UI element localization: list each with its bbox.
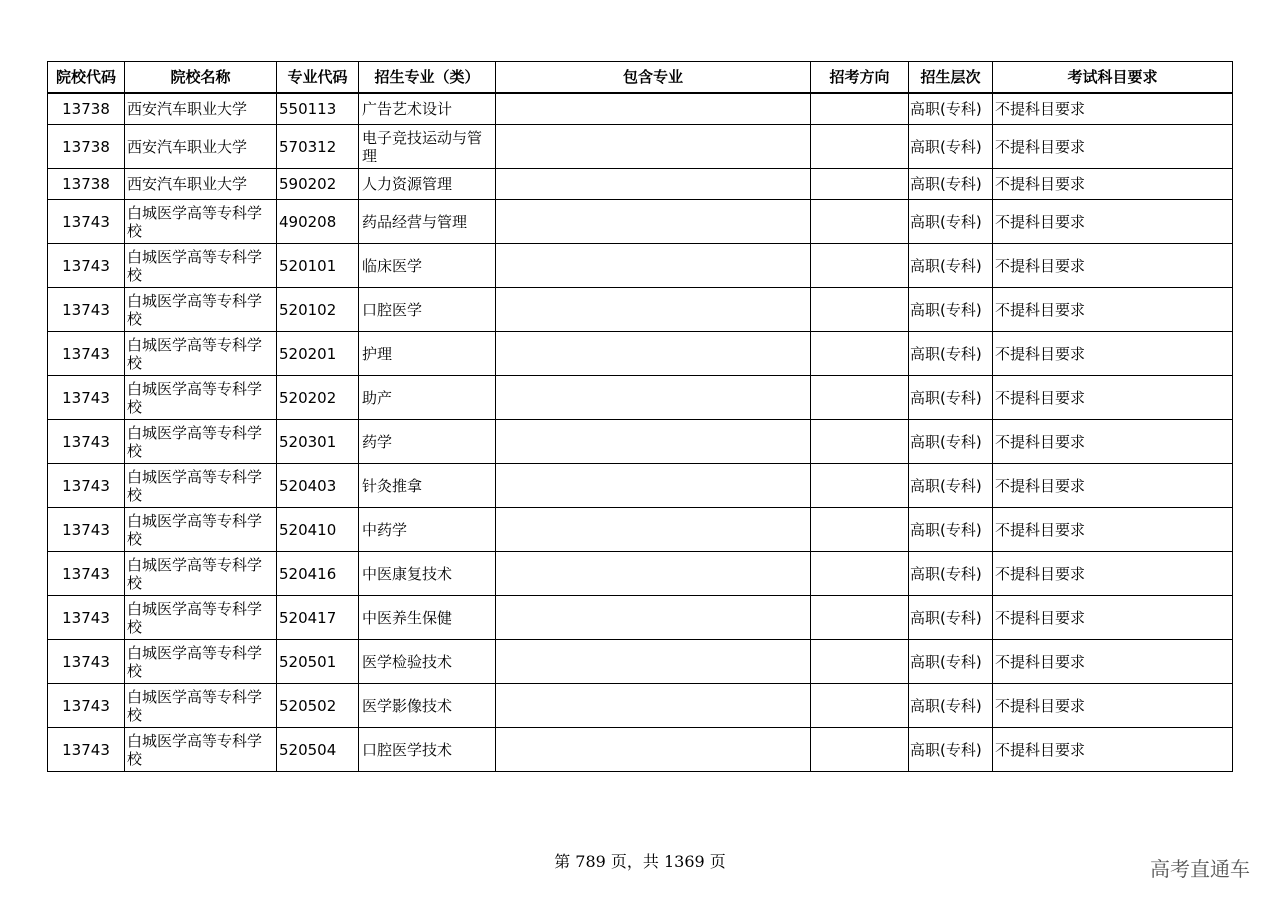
cell-school-name: 西安汽车职业大学 <box>125 93 277 125</box>
cell-major: 人力资源管理 <box>359 169 496 200</box>
table-row <box>48 508 1233 552</box>
cell-subjects: 不提科目要求 <box>993 200 1233 244</box>
cell-major: 药学 <box>359 420 496 464</box>
cell-major: 口腔医学技术 <box>359 728 496 772</box>
cell-subjects: 不提科目要求 <box>993 169 1233 200</box>
table-row <box>48 169 1233 200</box>
cell-school-code: 13743 <box>48 332 125 376</box>
cell-level: 高职(专科) <box>909 200 993 244</box>
cell-level: 高职(专科) <box>909 420 993 464</box>
cell-included-majors <box>496 332 811 376</box>
cell-included-majors <box>496 640 811 684</box>
cell-subjects: 不提科目要求 <box>993 376 1233 420</box>
cell-direction <box>811 332 909 376</box>
table-row <box>48 332 1233 376</box>
cell-subjects: 不提科目要求 <box>993 684 1233 728</box>
table-row <box>48 464 1233 508</box>
cell-level: 高职(专科) <box>909 596 993 640</box>
cell-major: 广告艺术设计 <box>359 93 496 125</box>
cell-direction <box>811 376 909 420</box>
table-row <box>48 420 1233 464</box>
cell-school-code: 13743 <box>48 640 125 684</box>
cell-direction <box>811 596 909 640</box>
cell-subjects: 不提科目要求 <box>993 552 1233 596</box>
cell-major-code: 520101 <box>277 244 359 288</box>
cell-school-name: 西安汽车职业大学 <box>125 169 277 200</box>
cell-major-code: 570312 <box>277 125 359 169</box>
table-row <box>48 640 1233 684</box>
header-school-name: 院校名称 <box>125 62 277 94</box>
cell-level: 高职(专科) <box>909 640 993 684</box>
table-row <box>48 728 1233 772</box>
cell-school-code: 13743 <box>48 420 125 464</box>
cell-school-code: 13743 <box>48 200 125 244</box>
header-level: 招生层次 <box>909 62 993 94</box>
cell-school-name: 白城医学高等专科学校 <box>125 596 277 640</box>
cell-major: 助产 <box>359 376 496 420</box>
cell-level: 高职(专科) <box>909 288 993 332</box>
cell-direction <box>811 420 909 464</box>
cell-major: 针灸推拿 <box>359 464 496 508</box>
cell-school-code: 13743 <box>48 376 125 420</box>
header-major-code: 专业代码 <box>277 62 359 94</box>
cell-major-code: 520416 <box>277 552 359 596</box>
cell-school-name: 白城医学高等专科学校 <box>125 728 277 772</box>
cell-school-name: 白城医学高等专科学校 <box>125 640 277 684</box>
cell-included-majors <box>496 376 811 420</box>
header-school-code: 院校代码 <box>48 62 125 94</box>
table-row <box>48 684 1233 728</box>
cell-subjects: 不提科目要求 <box>993 464 1233 508</box>
header-included-majors: 包含专业 <box>496 62 811 94</box>
cell-major-code: 520501 <box>277 640 359 684</box>
cell-level: 高职(专科) <box>909 93 993 125</box>
cell-school-code: 13743 <box>48 464 125 508</box>
cell-subjects: 不提科目要求 <box>993 640 1233 684</box>
cell-major: 医学检验技术 <box>359 640 496 684</box>
cell-subjects: 不提科目要求 <box>993 420 1233 464</box>
cell-included-majors <box>496 508 811 552</box>
cell-direction <box>811 728 909 772</box>
table-row <box>48 376 1233 420</box>
cell-direction <box>811 93 909 125</box>
cell-school-code: 13743 <box>48 684 125 728</box>
table-row <box>48 125 1233 169</box>
cell-subjects: 不提科目要求 <box>993 244 1233 288</box>
header-major: 招生专业（类） <box>359 62 496 94</box>
cell-major-code: 520504 <box>277 728 359 772</box>
cell-school-name: 白城医学高等专科学校 <box>125 464 277 508</box>
cell-major-code: 520202 <box>277 376 359 420</box>
table-row <box>48 93 1233 125</box>
table-row <box>48 244 1233 288</box>
cell-level: 高职(专科) <box>909 552 993 596</box>
cell-school-name: 白城医学高等专科学校 <box>125 288 277 332</box>
cell-major-code: 520403 <box>277 464 359 508</box>
cell-major: 电子竞技运动与管理 <box>359 125 496 169</box>
cell-direction <box>811 684 909 728</box>
cell-included-majors <box>496 684 811 728</box>
cell-direction <box>811 288 909 332</box>
cell-school-name: 白城医学高等专科学校 <box>125 420 277 464</box>
cell-level: 高职(专科) <box>909 464 993 508</box>
cell-included-majors <box>496 596 811 640</box>
cell-subjects: 不提科目要求 <box>993 93 1233 125</box>
cell-school-code: 13743 <box>48 596 125 640</box>
cell-school-code: 13743 <box>48 288 125 332</box>
cell-included-majors <box>496 169 811 200</box>
cell-major-code: 520417 <box>277 596 359 640</box>
cell-subjects: 不提科目要求 <box>993 332 1233 376</box>
cell-school-name: 白城医学高等专科学校 <box>125 244 277 288</box>
cell-school-name: 白城医学高等专科学校 <box>125 552 277 596</box>
cell-school-code: 13743 <box>48 244 125 288</box>
cell-school-name: 白城医学高等专科学校 <box>125 376 277 420</box>
cell-school-code: 13743 <box>48 508 125 552</box>
cell-major: 中医养生保健 <box>359 596 496 640</box>
cell-school-code: 13738 <box>48 169 125 200</box>
cell-subjects: 不提科目要求 <box>993 508 1233 552</box>
cell-school-code: 13738 <box>48 93 125 125</box>
cell-level: 高职(专科) <box>909 332 993 376</box>
cell-major: 临床医学 <box>359 244 496 288</box>
table-row <box>48 552 1233 596</box>
cell-subjects: 不提科目要求 <box>993 288 1233 332</box>
cell-included-majors <box>496 464 811 508</box>
cell-direction <box>811 169 909 200</box>
cell-included-majors <box>496 125 811 169</box>
cell-school-code: 13738 <box>48 125 125 169</box>
cell-subjects: 不提科目要求 <box>993 125 1233 169</box>
header-direction: 招考方向 <box>811 62 909 94</box>
page-number: 第 789 页，共 1369 页 <box>554 852 726 871</box>
cell-level: 高职(专科) <box>909 169 993 200</box>
table-row <box>48 200 1233 244</box>
cell-major: 中药学 <box>359 508 496 552</box>
watermark: 高考直通车 <box>1150 857 1250 881</box>
cell-school-name: 白城医学高等专科学校 <box>125 332 277 376</box>
cell-included-majors <box>496 93 811 125</box>
cell-school-code: 13743 <box>48 552 125 596</box>
cell-direction <box>811 200 909 244</box>
cell-included-majors <box>496 728 811 772</box>
cell-school-code: 13743 <box>48 728 125 772</box>
cell-direction <box>811 125 909 169</box>
cell-major-code: 520102 <box>277 288 359 332</box>
cell-level: 高职(专科) <box>909 376 993 420</box>
cell-direction <box>811 640 909 684</box>
cell-major: 口腔医学 <box>359 288 496 332</box>
cell-major-code: 520201 <box>277 332 359 376</box>
admissions-table <box>47 61 1233 772</box>
cell-level: 高职(专科) <box>909 728 993 772</box>
table-body <box>48 93 1233 772</box>
cell-direction <box>811 244 909 288</box>
cell-level: 高职(专科) <box>909 125 993 169</box>
cell-school-name: 西安汽车职业大学 <box>125 125 277 169</box>
cell-major: 药品经营与管理 <box>359 200 496 244</box>
cell-direction <box>811 552 909 596</box>
cell-major: 中医康复技术 <box>359 552 496 596</box>
cell-major: 护理 <box>359 332 496 376</box>
cell-included-majors <box>496 420 811 464</box>
cell-major-code: 520301 <box>277 420 359 464</box>
cell-included-majors <box>496 200 811 244</box>
table-header-row <box>48 62 1233 94</box>
cell-school-name: 白城医学高等专科学校 <box>125 508 277 552</box>
header-subjects: 考试科目要求 <box>993 62 1233 94</box>
cell-level: 高职(专科) <box>909 244 993 288</box>
cell-major-code: 590202 <box>277 169 359 200</box>
cell-direction <box>811 464 909 508</box>
cell-included-majors <box>496 288 811 332</box>
cell-included-majors <box>496 552 811 596</box>
cell-level: 高职(专科) <box>909 508 993 552</box>
cell-subjects: 不提科目要求 <box>993 596 1233 640</box>
cell-school-name: 白城医学高等专科学校 <box>125 684 277 728</box>
table-row <box>48 596 1233 640</box>
cell-included-majors <box>496 244 811 288</box>
cell-direction <box>811 508 909 552</box>
cell-level: 高职(专科) <box>909 684 993 728</box>
cell-major-code: 490208 <box>277 200 359 244</box>
cell-major-code: 550113 <box>277 93 359 125</box>
cell-subjects: 不提科目要求 <box>993 728 1233 772</box>
cell-school-name: 白城医学高等专科学校 <box>125 200 277 244</box>
table-row <box>48 288 1233 332</box>
cell-major: 医学影像技术 <box>359 684 496 728</box>
cell-major-code: 520502 <box>277 684 359 728</box>
cell-major-code: 520410 <box>277 508 359 552</box>
